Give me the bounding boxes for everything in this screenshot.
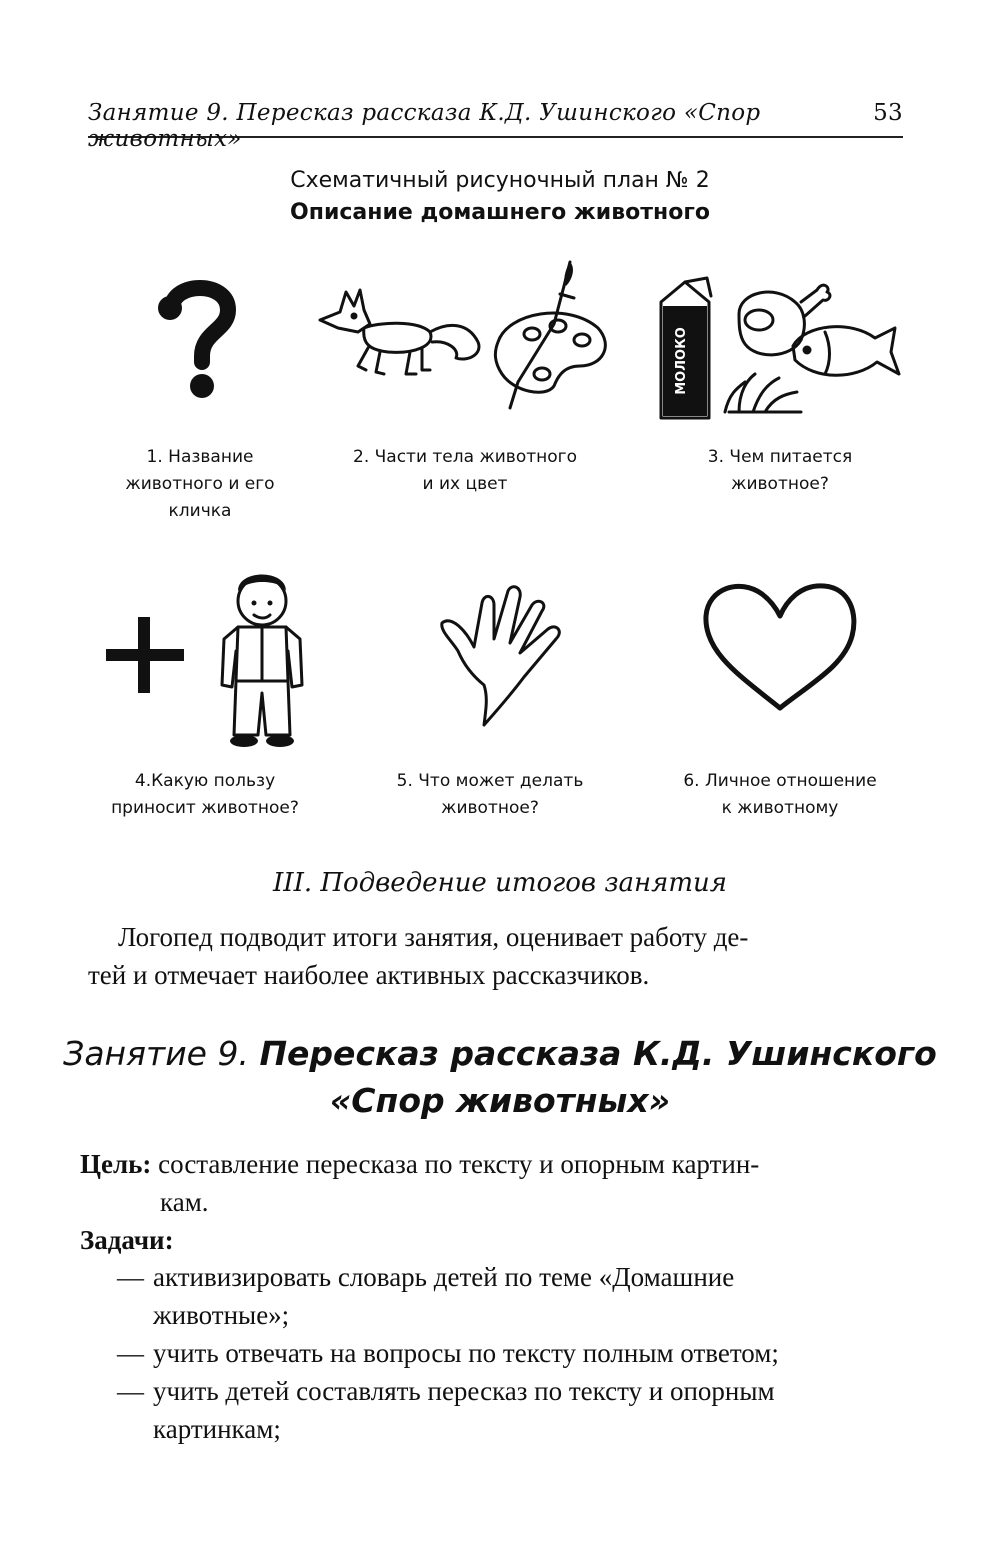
task-item-3: — учить детей составлять пересказ по тексту и опорным картинкам; <box>117 1376 775 1444</box>
lesson-title-line-1: Пересказ рассказа К.Д. Ушинского <box>259 1034 937 1073</box>
plan-caption-2: 2. Части тела животного и их цвет <box>353 447 577 494</box>
goal-text-1: составление пересказа по тексту и опорным картин- <box>158 1149 760 1179</box>
goal-label: Цель: <box>80 1149 152 1179</box>
goal-block <box>80 1145 903 1259</box>
plan-title: Описание домашнего животного <box>290 200 710 225</box>
plan-subtitle: Схематичный рисуночный план № 2 <box>290 168 710 193</box>
plan-caption-1: 1. Название животного и его кличка <box>125 447 275 521</box>
summary-paragraph <box>88 918 903 994</box>
goal-text-2: кам. <box>160 1187 209 1217</box>
fox-palette-icon <box>318 262 618 412</box>
question-mark-icon <box>150 270 250 405</box>
task-item-2: — учить отвечать на вопросы по тексту полным ответом; <box>117 1338 779 1368</box>
lesson-prefix: Занятие 9. <box>63 1034 249 1073</box>
lesson-title-line-2: «Спор животных» <box>329 1081 671 1120</box>
task-item-1: — активизировать словарь детей по теме «Домашние животные»; <box>117 1262 735 1330</box>
plan-caption-5: 5. Что может делать животное? <box>396 771 584 818</box>
plan-caption-4: 4.Какую пользу приносит животное? <box>111 771 299 818</box>
page-number: 53 <box>873 100 903 126</box>
tasks-label: Задачи: <box>80 1225 174 1255</box>
heart-icon <box>700 580 860 715</box>
plan-caption-3: 3. Чем питается животное? <box>707 447 853 494</box>
plan-caption-6: 6. Личное отношение к животному <box>683 771 877 818</box>
hand-icon <box>438 585 568 730</box>
milk-carton-label: МОЛОКО <box>674 327 689 395</box>
lesson-heading <box>0 1030 1000 1124</box>
running-header-title: Занятие 9. Пересказ рассказа К.Д. Ушинского «Спор животных» <box>88 100 761 152</box>
running-header <box>88 100 903 152</box>
food-icon <box>655 262 905 422</box>
plus-boy-icon <box>104 565 314 750</box>
summary-line-2: тей и отмечает наиболее активных рассказчиков. <box>88 960 650 990</box>
summary-line-1: Логопед подводит итоги занятия, оценивает работу де- <box>118 922 749 952</box>
section-heading: III. Подведение итогов занятия <box>273 868 727 898</box>
